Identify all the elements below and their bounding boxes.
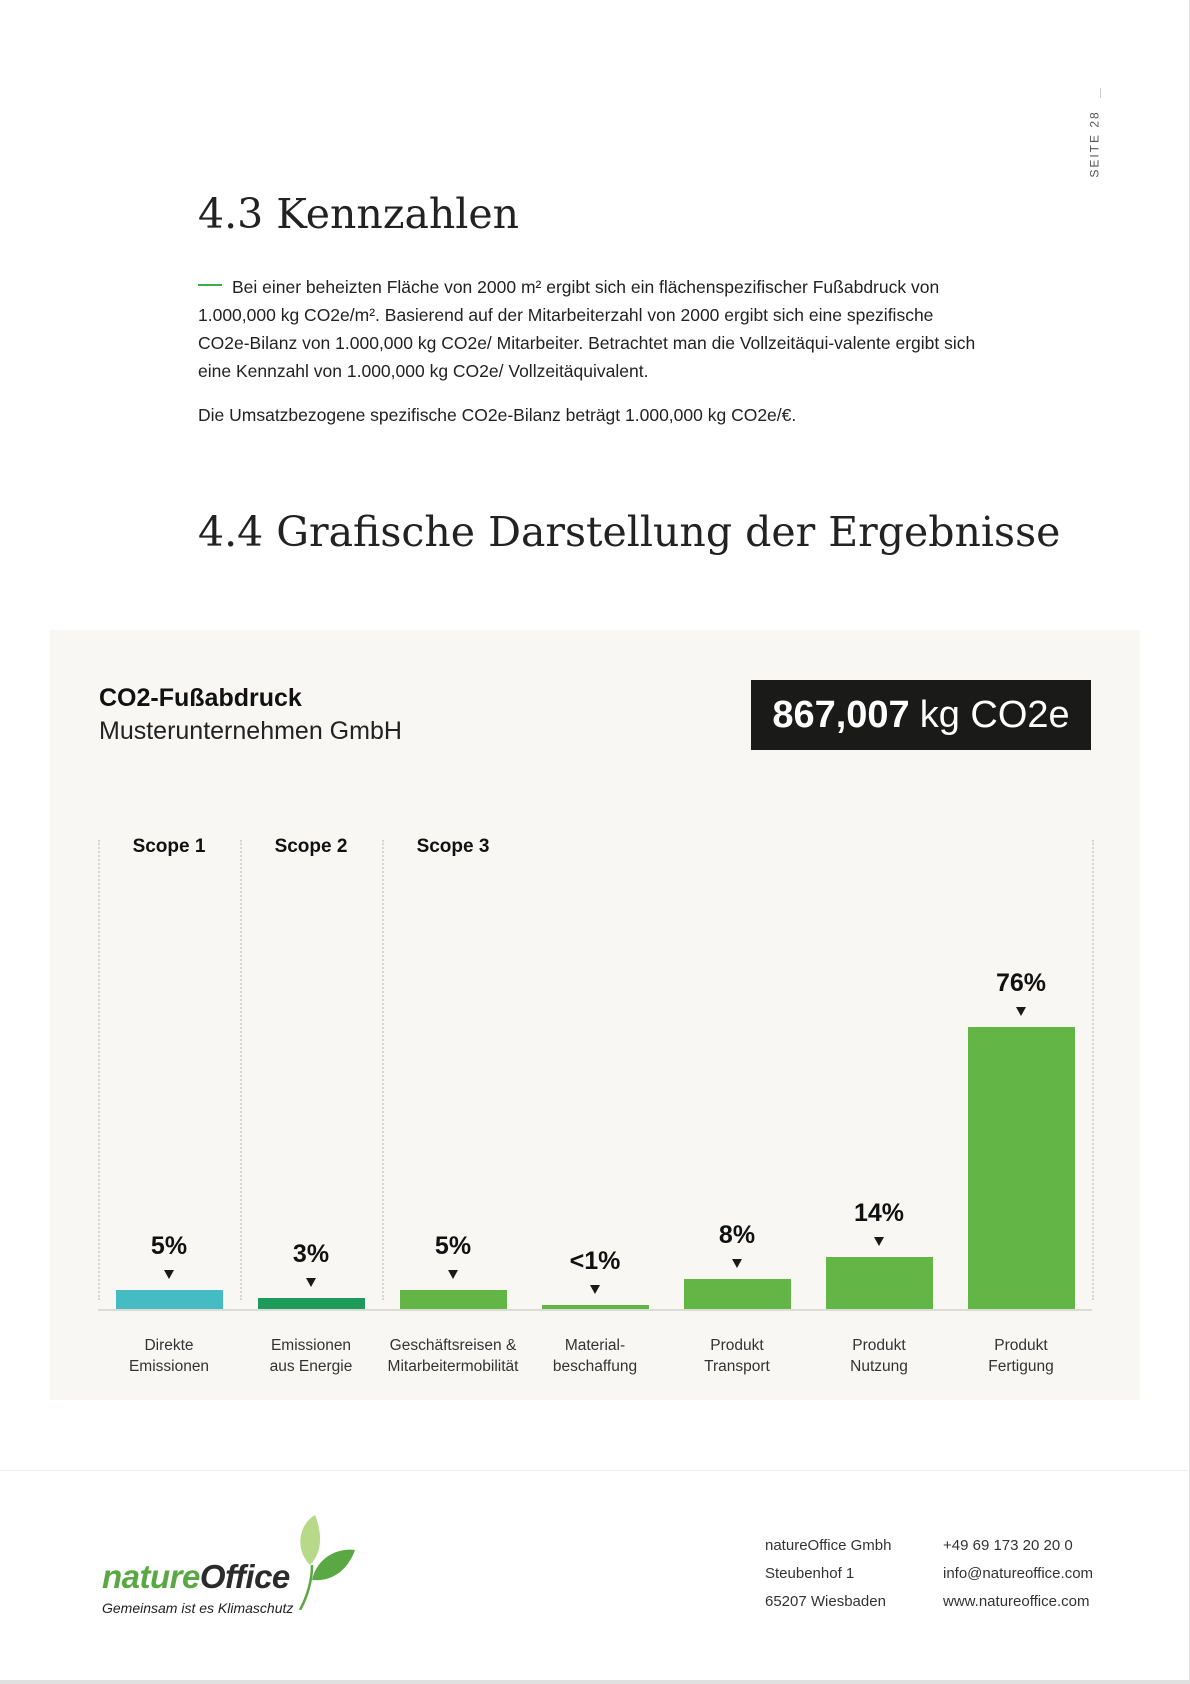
- footer-contact: [943, 1532, 1093, 1616]
- brand-tagline: Gemeinsam ist es Klimaschutz: [102, 1600, 294, 1616]
- grid-line: [240, 840, 242, 1300]
- category-label: Geschäftsreisen & Mitarbeitermobilität: [387, 1337, 519, 1375]
- city: 65207 Wiesbaden: [765, 1593, 886, 1610]
- kennzahlen-paragraph: Bei einer beheizten Fläche von 2000 m² ergibt sich ein flächenspezifischer Fußabdruck von 1.000,000 kg CO2e/m². Basierend auf der Mitarbeiterzahl von 2000 ergibt sich eine spezifische CO2e-Bilanz von 1.000,000 kg CO2e/ Mitarbeiter. Betrachtet man die Vollzeitäqui-valente ergibt sich eine Kennzahl von 1.000,000 kg CO2e/ Vollzeitäquivalent.: [198, 277, 976, 381]
- website-link[interactable]: www.natureoffice.com: [943, 1593, 1090, 1610]
- page-number: SEITE 28: [1088, 110, 1103, 178]
- heading-kennzahlen: 4.3 Kennzahlen: [198, 190, 520, 238]
- data-label: 5%: [150, 1232, 188, 1260]
- company-name: natureOffice Gmbh: [765, 1537, 892, 1554]
- chart-subtitle: Musterunternehmen GmbH: [99, 717, 402, 745]
- street: Steubenhof 1: [765, 1565, 855, 1582]
- data-label: 8%: [718, 1221, 756, 1249]
- category-label: Material- beschaffung: [552, 1337, 638, 1375]
- bar: [542, 1305, 649, 1309]
- heading-grafische-darstellung: 4.4 Grafische Darstellung der Ergebnisse: [198, 508, 1061, 556]
- data-label: 76%: [995, 969, 1047, 997]
- chart-panel: [50, 630, 1140, 1400]
- bar: [116, 1290, 223, 1309]
- data-label: <1%: [569, 1247, 621, 1275]
- arrow-down-icon: [306, 1278, 316, 1287]
- dash-marker: [198, 284, 222, 286]
- arrow-down-icon: [874, 1237, 884, 1246]
- phone: +49 69 173 20 20 0: [943, 1537, 1073, 1554]
- grid-line: [382, 840, 384, 1300]
- category-label: Produkt Transport: [704, 1337, 770, 1375]
- category-label: Produkt Fertigung: [988, 1337, 1054, 1375]
- bar: [684, 1279, 791, 1309]
- data-label: 5%: [434, 1232, 472, 1260]
- category-label: Direkte Emissionen: [128, 1337, 210, 1375]
- category-label: Emissionen aus Energie: [269, 1337, 353, 1375]
- total-unit: kg CO2e: [919, 693, 1070, 736]
- chart-title: CO2-Fußabdruck: [99, 684, 302, 712]
- bar: [826, 1257, 933, 1309]
- bar: [258, 1298, 365, 1309]
- footer-divider: [0, 1470, 1190, 1471]
- total-value: 867,007: [772, 693, 910, 736]
- arrow-down-icon: [1016, 1007, 1026, 1016]
- bar: [400, 1290, 507, 1309]
- scope-label: Scope 2: [274, 836, 348, 857]
- data-label: 3%: [292, 1240, 330, 1268]
- footer-address: [765, 1532, 891, 1616]
- arrow-down-icon: [732, 1259, 742, 1268]
- grid-line: [1092, 840, 1094, 1300]
- arrow-down-icon: [448, 1270, 458, 1279]
- arrow-down-icon: [164, 1270, 174, 1279]
- scope-label: Scope 1: [132, 836, 206, 857]
- chart-baseline: [98, 1309, 1092, 1311]
- scope-label: Scope 3: [416, 836, 490, 857]
- category-label: Produkt Nutzung: [850, 1337, 908, 1375]
- leaf-icon: [290, 1510, 360, 1610]
- email-link[interactable]: info@natureoffice.com: [943, 1565, 1094, 1582]
- total-footprint-box: [751, 680, 1091, 750]
- bar: [968, 1027, 1075, 1309]
- arrow-down-icon: [590, 1285, 600, 1294]
- grid-line: [98, 840, 100, 1300]
- natureoffice-logo: [100, 1510, 380, 1620]
- bottom-bar: [0, 1680, 1190, 1684]
- umsatz-paragraph: Die Umsatzbezogene spezifische CO2e-Bilanz beträgt 1.000,000 kg CO2e/€.: [198, 405, 797, 425]
- page-label-tick: [1100, 88, 1101, 98]
- brand-wordmark: natureOffice: [102, 1558, 290, 1595]
- data-label: 14%: [853, 1199, 905, 1227]
